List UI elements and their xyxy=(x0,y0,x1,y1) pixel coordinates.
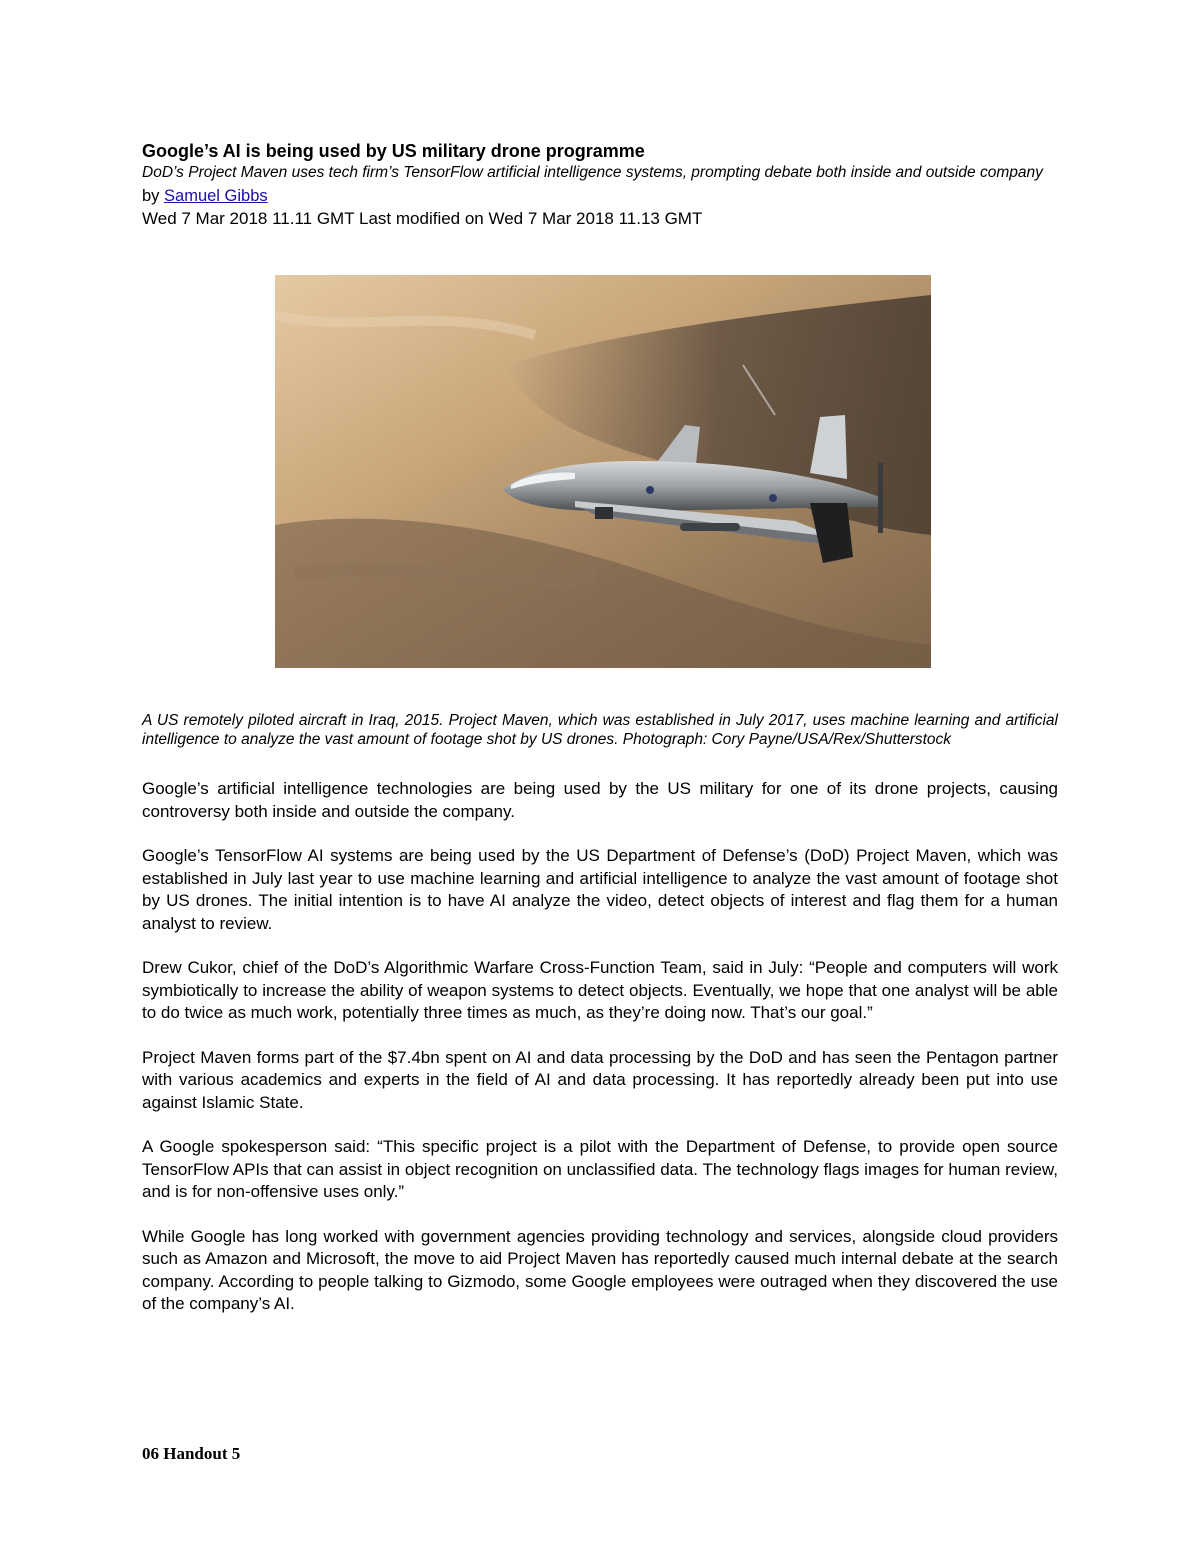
article-headline: Google’s AI is being used by US military drone programme xyxy=(142,141,645,161)
article xyxy=(142,140,1058,1313)
paragraph: Drew Cukor, chief of the DoD’s Algorithmic Warfare Cross-Function Team, said in July: “People and computers will work symbiotically to increase the ability of weapon systems to detect objects. Eventually, we hope that one analyst will be able to do twice as much work, potentially three times as much, as they’re doing now. That’s our goal.” xyxy=(142,958,1058,1022)
paragraph: Google’s artificial intelligence technologies are being used by the US military for one of its drone projects, causing controversy both inside and outside the company. xyxy=(142,779,1058,821)
article-dateline: Wed 7 Mar 2018 11.11 GMT Last modified on Wed 7 Mar 2018 11.13 GMT xyxy=(142,209,703,228)
paragraph: Google’s TensorFlow AI systems are being used by the US Department of Defense’s (DoD) Project Maven, which was established in July last year to use machine learning and artificial intelligence to analyze the vast amount of footage shot by US drones. The initial intention is to have AI analyze the video, detect objects of interest and flag them for a human analyst to review. xyxy=(142,846,1058,933)
paragraph: A Google spokesperson said: “This specific project is a pilot with the Department of Defense, to provide open source TensorFlow APIs that can assist in object recognition on unclassified data. The technology flags images for human review, and is for non-offensive uses only.” xyxy=(142,1137,1058,1201)
article-body xyxy=(142,778,1058,1338)
byline xyxy=(142,186,1058,207)
paragraph: While Google has long worked with government agencies providing technology and services, alongside cloud providers such as Amazon and Microsoft, the move to aid Project Maven has reportedly caused much internal debate at the search company. According to people talking to Gizmodo, some Google employees were outraged when they discovered the use of the company’s AI. xyxy=(142,1226,1058,1313)
drone-photo xyxy=(275,275,931,668)
article-standfirst: DoD’s Project Maven uses tech firm’s TensorFlow artificial intelligence systems, prompting debate both inside and outside company xyxy=(142,164,1043,181)
photo-caption: A US remotely piloted aircraft in Iraq, 2015. Project Maven, which was established in July 2017, uses machine learning and artificial intelligence to analyze the vast amount of footage shot by US drones. Photograph: Cory Payne/USA/Rex/Shutterstock xyxy=(142,711,1058,748)
author-link[interactable]: Samuel Gibbs xyxy=(164,187,268,205)
byline-prefix: by xyxy=(142,187,165,205)
handout-footer: 06 Handout 5 xyxy=(142,1444,241,1463)
paragraph: Project Maven forms part of the $7.4bn spent on AI and data processing by the DoD and has seen the Pentagon partner with various academics and experts in the field of AI and data processing. It has reportedly already been put into use against Islamic State. xyxy=(142,1047,1058,1112)
